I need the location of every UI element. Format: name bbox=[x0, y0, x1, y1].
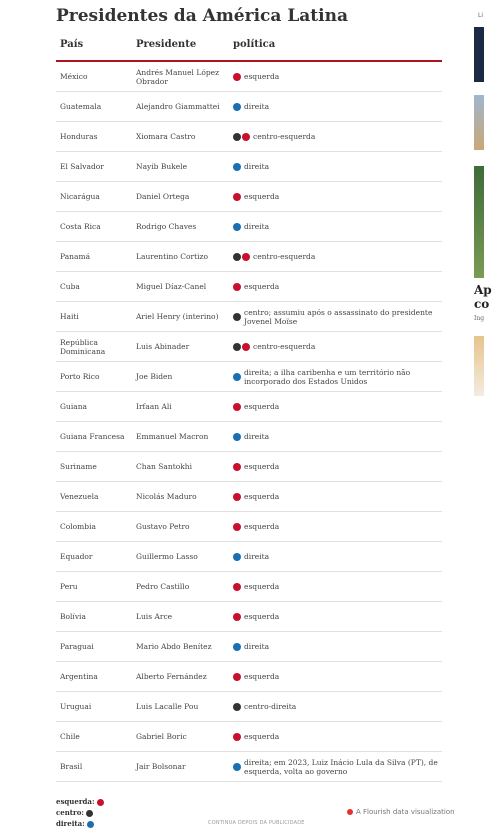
country-cell: Colombia bbox=[60, 522, 96, 531]
politics-label: centro-direita bbox=[244, 702, 297, 711]
legend-label: esquerda: bbox=[56, 797, 95, 806]
ad-notice: CONTINUA DEPOIS DA PUBLICIDADE bbox=[208, 820, 305, 826]
president-cell: Luis Lacalle Pou bbox=[136, 702, 199, 711]
centro-dot-icon bbox=[233, 343, 241, 351]
esquerda-dot-icon bbox=[242, 253, 250, 261]
table-row bbox=[56, 752, 442, 782]
politics-label: centro-esquerda bbox=[253, 342, 316, 351]
president-cell: Xiomara Castro bbox=[136, 132, 196, 141]
politics-label: centro; assumiu após o assassinato do presidente Jovenel Moïse bbox=[244, 307, 433, 326]
politics-dots bbox=[233, 613, 242, 621]
politics-dots bbox=[233, 343, 251, 351]
table-row bbox=[56, 632, 442, 662]
flourish-logo-icon bbox=[347, 809, 353, 815]
president-cell: Gustavo Petro bbox=[136, 522, 190, 531]
table-row bbox=[56, 452, 442, 482]
centro-dot-icon bbox=[233, 253, 241, 261]
politics-label: esquerda bbox=[244, 582, 280, 591]
table-row bbox=[56, 62, 442, 92]
president-cell: Joe Biden bbox=[136, 372, 173, 381]
politics-dots bbox=[233, 763, 242, 771]
flourish-chart bbox=[56, 0, 442, 829]
politics-cell bbox=[233, 758, 442, 776]
table-row bbox=[56, 542, 442, 572]
legend-item bbox=[56, 796, 442, 807]
politics-label: direita; em 2023, Luiz Inácio Lula da Silva (PT), de esquerda, volta ao governo bbox=[244, 757, 438, 776]
politics-label: centro-esquerda bbox=[253, 252, 316, 261]
politics-cell bbox=[233, 432, 442, 441]
country-cell: Panamá bbox=[60, 252, 91, 261]
esquerda-dot-icon bbox=[242, 343, 250, 351]
esquerda-dot-icon bbox=[233, 583, 241, 591]
country-cell: Guiana Francesa bbox=[60, 432, 125, 441]
table-row bbox=[56, 602, 442, 632]
direita-dot-icon bbox=[233, 163, 241, 171]
politics-label: esquerda bbox=[244, 732, 280, 741]
politics-cell bbox=[233, 252, 442, 261]
president-cell: Pedro Castillo bbox=[136, 582, 190, 591]
politics-cell bbox=[233, 702, 442, 711]
politics-label: centro-esquerda bbox=[253, 132, 316, 141]
politics-dots bbox=[233, 133, 251, 141]
politics-label: direita bbox=[244, 222, 270, 231]
centro-dot-icon bbox=[86, 810, 93, 817]
president-cell: Alejandro Giammattei bbox=[136, 102, 220, 111]
politics-cell bbox=[233, 222, 442, 231]
country-cell: Guatemala bbox=[60, 102, 102, 111]
politics-dots bbox=[233, 313, 242, 321]
centro-dot-icon bbox=[233, 313, 241, 321]
direita-dot-icon bbox=[87, 821, 94, 828]
esquerda-dot-icon bbox=[233, 193, 241, 201]
esquerda-dot-icon bbox=[233, 493, 241, 501]
esquerda-dot-icon bbox=[242, 133, 250, 141]
politics-cell bbox=[233, 642, 442, 651]
politics-label: direita bbox=[244, 642, 270, 651]
sidebar-thumbnail[interactable] bbox=[474, 95, 484, 150]
table-row bbox=[56, 302, 442, 332]
sidebar-byline: Ing bbox=[474, 315, 485, 322]
centro-dot-icon bbox=[233, 703, 241, 711]
sidebar-thumbnail[interactable] bbox=[474, 336, 484, 396]
table-row bbox=[56, 182, 442, 212]
country-cell: Equador bbox=[60, 552, 93, 561]
politics-cell bbox=[233, 402, 442, 411]
politics-dots bbox=[233, 673, 242, 681]
politics-label: esquerda bbox=[244, 492, 280, 501]
politics-label: direita bbox=[244, 432, 270, 441]
sidebar-label: Li bbox=[478, 12, 484, 19]
president-cell: Daniel Ortega bbox=[136, 192, 190, 201]
country-cell: Uruguai bbox=[60, 702, 92, 711]
table-row bbox=[56, 512, 442, 542]
politics-dots bbox=[233, 553, 242, 561]
politics-label: esquerda bbox=[244, 402, 280, 411]
centro-dot-icon bbox=[233, 133, 241, 141]
politics-cell bbox=[233, 612, 442, 621]
politics-dots bbox=[233, 403, 242, 411]
politics-dots bbox=[233, 433, 242, 441]
politics-label: esquerda bbox=[244, 192, 280, 201]
table-row bbox=[56, 722, 442, 752]
politics-dots bbox=[233, 193, 242, 201]
esquerda-dot-icon bbox=[233, 673, 241, 681]
country-cell: México bbox=[60, 72, 88, 81]
country-cell: República Dominicana bbox=[60, 337, 106, 356]
politics-dots bbox=[233, 703, 242, 711]
esquerda-dot-icon bbox=[233, 613, 241, 621]
country-cell: Argentina bbox=[60, 672, 98, 681]
politics-cell bbox=[233, 72, 442, 81]
table-row bbox=[56, 422, 442, 452]
president-cell: Nicolás Maduro bbox=[136, 492, 197, 501]
president-cell: Jair Bolsonar bbox=[136, 762, 186, 771]
politics-cell bbox=[233, 192, 442, 201]
country-cell: Guiana bbox=[60, 402, 87, 411]
esquerda-dot-icon bbox=[233, 733, 241, 741]
flourish-attribution-link[interactable] bbox=[347, 808, 455, 816]
politics-cell bbox=[233, 102, 442, 111]
politics-label: direita; a ilha caribenha e um território não incorporado dos Estados Unidos bbox=[244, 367, 411, 386]
table-row bbox=[56, 482, 442, 512]
president-cell: Alberto Fernández bbox=[136, 672, 207, 681]
esquerda-dot-icon bbox=[233, 403, 241, 411]
header-country: País bbox=[60, 39, 84, 50]
country-cell: Peru bbox=[60, 582, 78, 591]
politics-label: esquerda bbox=[244, 612, 280, 621]
esquerda-dot-icon bbox=[97, 799, 104, 806]
table-row bbox=[56, 392, 442, 422]
politics-cell bbox=[233, 732, 442, 741]
country-cell: Paraguai bbox=[60, 642, 94, 651]
esquerda-dot-icon bbox=[233, 73, 241, 81]
esquerda-dot-icon bbox=[233, 283, 241, 291]
table-row bbox=[56, 212, 442, 242]
president-cell: Rodrigo Chaves bbox=[136, 222, 197, 231]
politics-cell bbox=[233, 582, 442, 591]
table-row bbox=[56, 572, 442, 602]
table-header bbox=[56, 32, 442, 62]
president-cell: Ariel Henry (interino) bbox=[136, 312, 219, 321]
politics-dots bbox=[233, 733, 242, 741]
president-cell: Chan Santokhi bbox=[136, 462, 192, 471]
table-row bbox=[56, 662, 442, 692]
politics-dots bbox=[233, 283, 242, 291]
politics-cell bbox=[233, 462, 442, 471]
country-cell: Chile bbox=[60, 732, 80, 741]
politics-dots bbox=[233, 103, 242, 111]
president-cell: Guillermo Lasso bbox=[136, 552, 198, 561]
politics-dots bbox=[233, 163, 242, 171]
sidebar-related bbox=[474, 0, 492, 830]
president-cell: Laurentino Cortizo bbox=[136, 252, 208, 261]
president-cell: Mario Abdo Benítez bbox=[136, 642, 212, 651]
sidebar-headline[interactable]: co bbox=[474, 297, 490, 311]
politics-dots bbox=[233, 253, 251, 261]
politics-dots bbox=[233, 493, 242, 501]
politics-cell bbox=[233, 342, 442, 351]
country-cell: Costa Rica bbox=[60, 222, 101, 231]
politics-cell bbox=[233, 162, 442, 171]
politics-dots bbox=[233, 583, 242, 591]
direita-dot-icon bbox=[233, 223, 241, 231]
country-cell: Haiti bbox=[60, 312, 79, 321]
president-cell: Emmanuel Macron bbox=[136, 432, 209, 441]
table-row bbox=[56, 152, 442, 182]
politics-dots bbox=[233, 523, 242, 531]
country-cell: Suriname bbox=[60, 462, 97, 471]
country-cell: Bolívia bbox=[60, 612, 86, 621]
president-cell: Gabriel Boric bbox=[136, 732, 187, 741]
politics-label: esquerda bbox=[244, 282, 280, 291]
politics-dots bbox=[233, 223, 242, 231]
politics-cell bbox=[233, 282, 442, 291]
politics-cell bbox=[233, 552, 442, 561]
chart-title: Presidentes da América Latina bbox=[56, 6, 348, 26]
politics-dots bbox=[233, 373, 242, 381]
table-row bbox=[56, 362, 442, 392]
direita-dot-icon bbox=[233, 433, 241, 441]
president-cell: Luis Arce bbox=[136, 612, 173, 621]
table-body bbox=[56, 62, 442, 782]
esquerda-dot-icon bbox=[233, 523, 241, 531]
sidebar-headline[interactable]: Ap bbox=[474, 283, 492, 297]
direita-dot-icon bbox=[233, 763, 241, 771]
sidebar-thumbnail[interactable] bbox=[474, 27, 484, 82]
table-row bbox=[56, 692, 442, 722]
header-politics: política bbox=[233, 39, 276, 50]
direita-dot-icon bbox=[233, 103, 241, 111]
direita-dot-icon bbox=[233, 643, 241, 651]
country-cell: El Salvador bbox=[60, 162, 104, 171]
table-row bbox=[56, 272, 442, 302]
country-cell: Porto Rico bbox=[60, 372, 100, 381]
politics-label: esquerda bbox=[244, 462, 280, 471]
politics-label: esquerda bbox=[244, 672, 280, 681]
table-row bbox=[56, 122, 442, 152]
politics-dots bbox=[233, 643, 242, 651]
politics-cell bbox=[233, 132, 442, 141]
sidebar-thumbnail[interactable] bbox=[474, 166, 484, 278]
direita-dot-icon bbox=[233, 553, 241, 561]
politics-cell bbox=[233, 308, 442, 326]
politics-label: direita bbox=[244, 552, 270, 561]
legend-label: direita: bbox=[56, 819, 85, 828]
table-row bbox=[56, 332, 442, 362]
country-cell: Nicarágua bbox=[60, 192, 100, 201]
direita-dot-icon bbox=[233, 373, 241, 381]
president-cell: Irfaan Ali bbox=[136, 402, 172, 411]
politics-label: esquerda bbox=[244, 522, 280, 531]
table-row bbox=[56, 92, 442, 122]
president-cell: Andrés Manuel López Obrador bbox=[136, 67, 220, 86]
politics-label: direita bbox=[244, 162, 270, 171]
politics-dots bbox=[233, 73, 242, 81]
politics-label: esquerda bbox=[244, 72, 280, 81]
country-cell: Honduras bbox=[60, 132, 98, 141]
president-cell: Luis Abinader bbox=[136, 342, 190, 351]
table-row bbox=[56, 242, 442, 272]
flourish-attribution-label: A Flourish data visualization bbox=[356, 808, 455, 816]
politics-cell bbox=[233, 522, 442, 531]
header-president: Presidente bbox=[136, 39, 197, 50]
politics-cell bbox=[233, 672, 442, 681]
country-cell: Brasil bbox=[60, 762, 83, 771]
legend-label: centro: bbox=[56, 808, 84, 817]
president-cell: Miguel Díaz-Canel bbox=[136, 282, 207, 291]
country-cell: Venezuela bbox=[60, 492, 99, 501]
politics-cell bbox=[233, 368, 442, 386]
politics-label: direita bbox=[244, 102, 270, 111]
country-cell: Cuba bbox=[60, 282, 80, 291]
president-cell: Nayib Bukele bbox=[136, 162, 188, 171]
politics-dots bbox=[233, 463, 242, 471]
esquerda-dot-icon bbox=[233, 463, 241, 471]
politics-cell bbox=[233, 492, 442, 501]
